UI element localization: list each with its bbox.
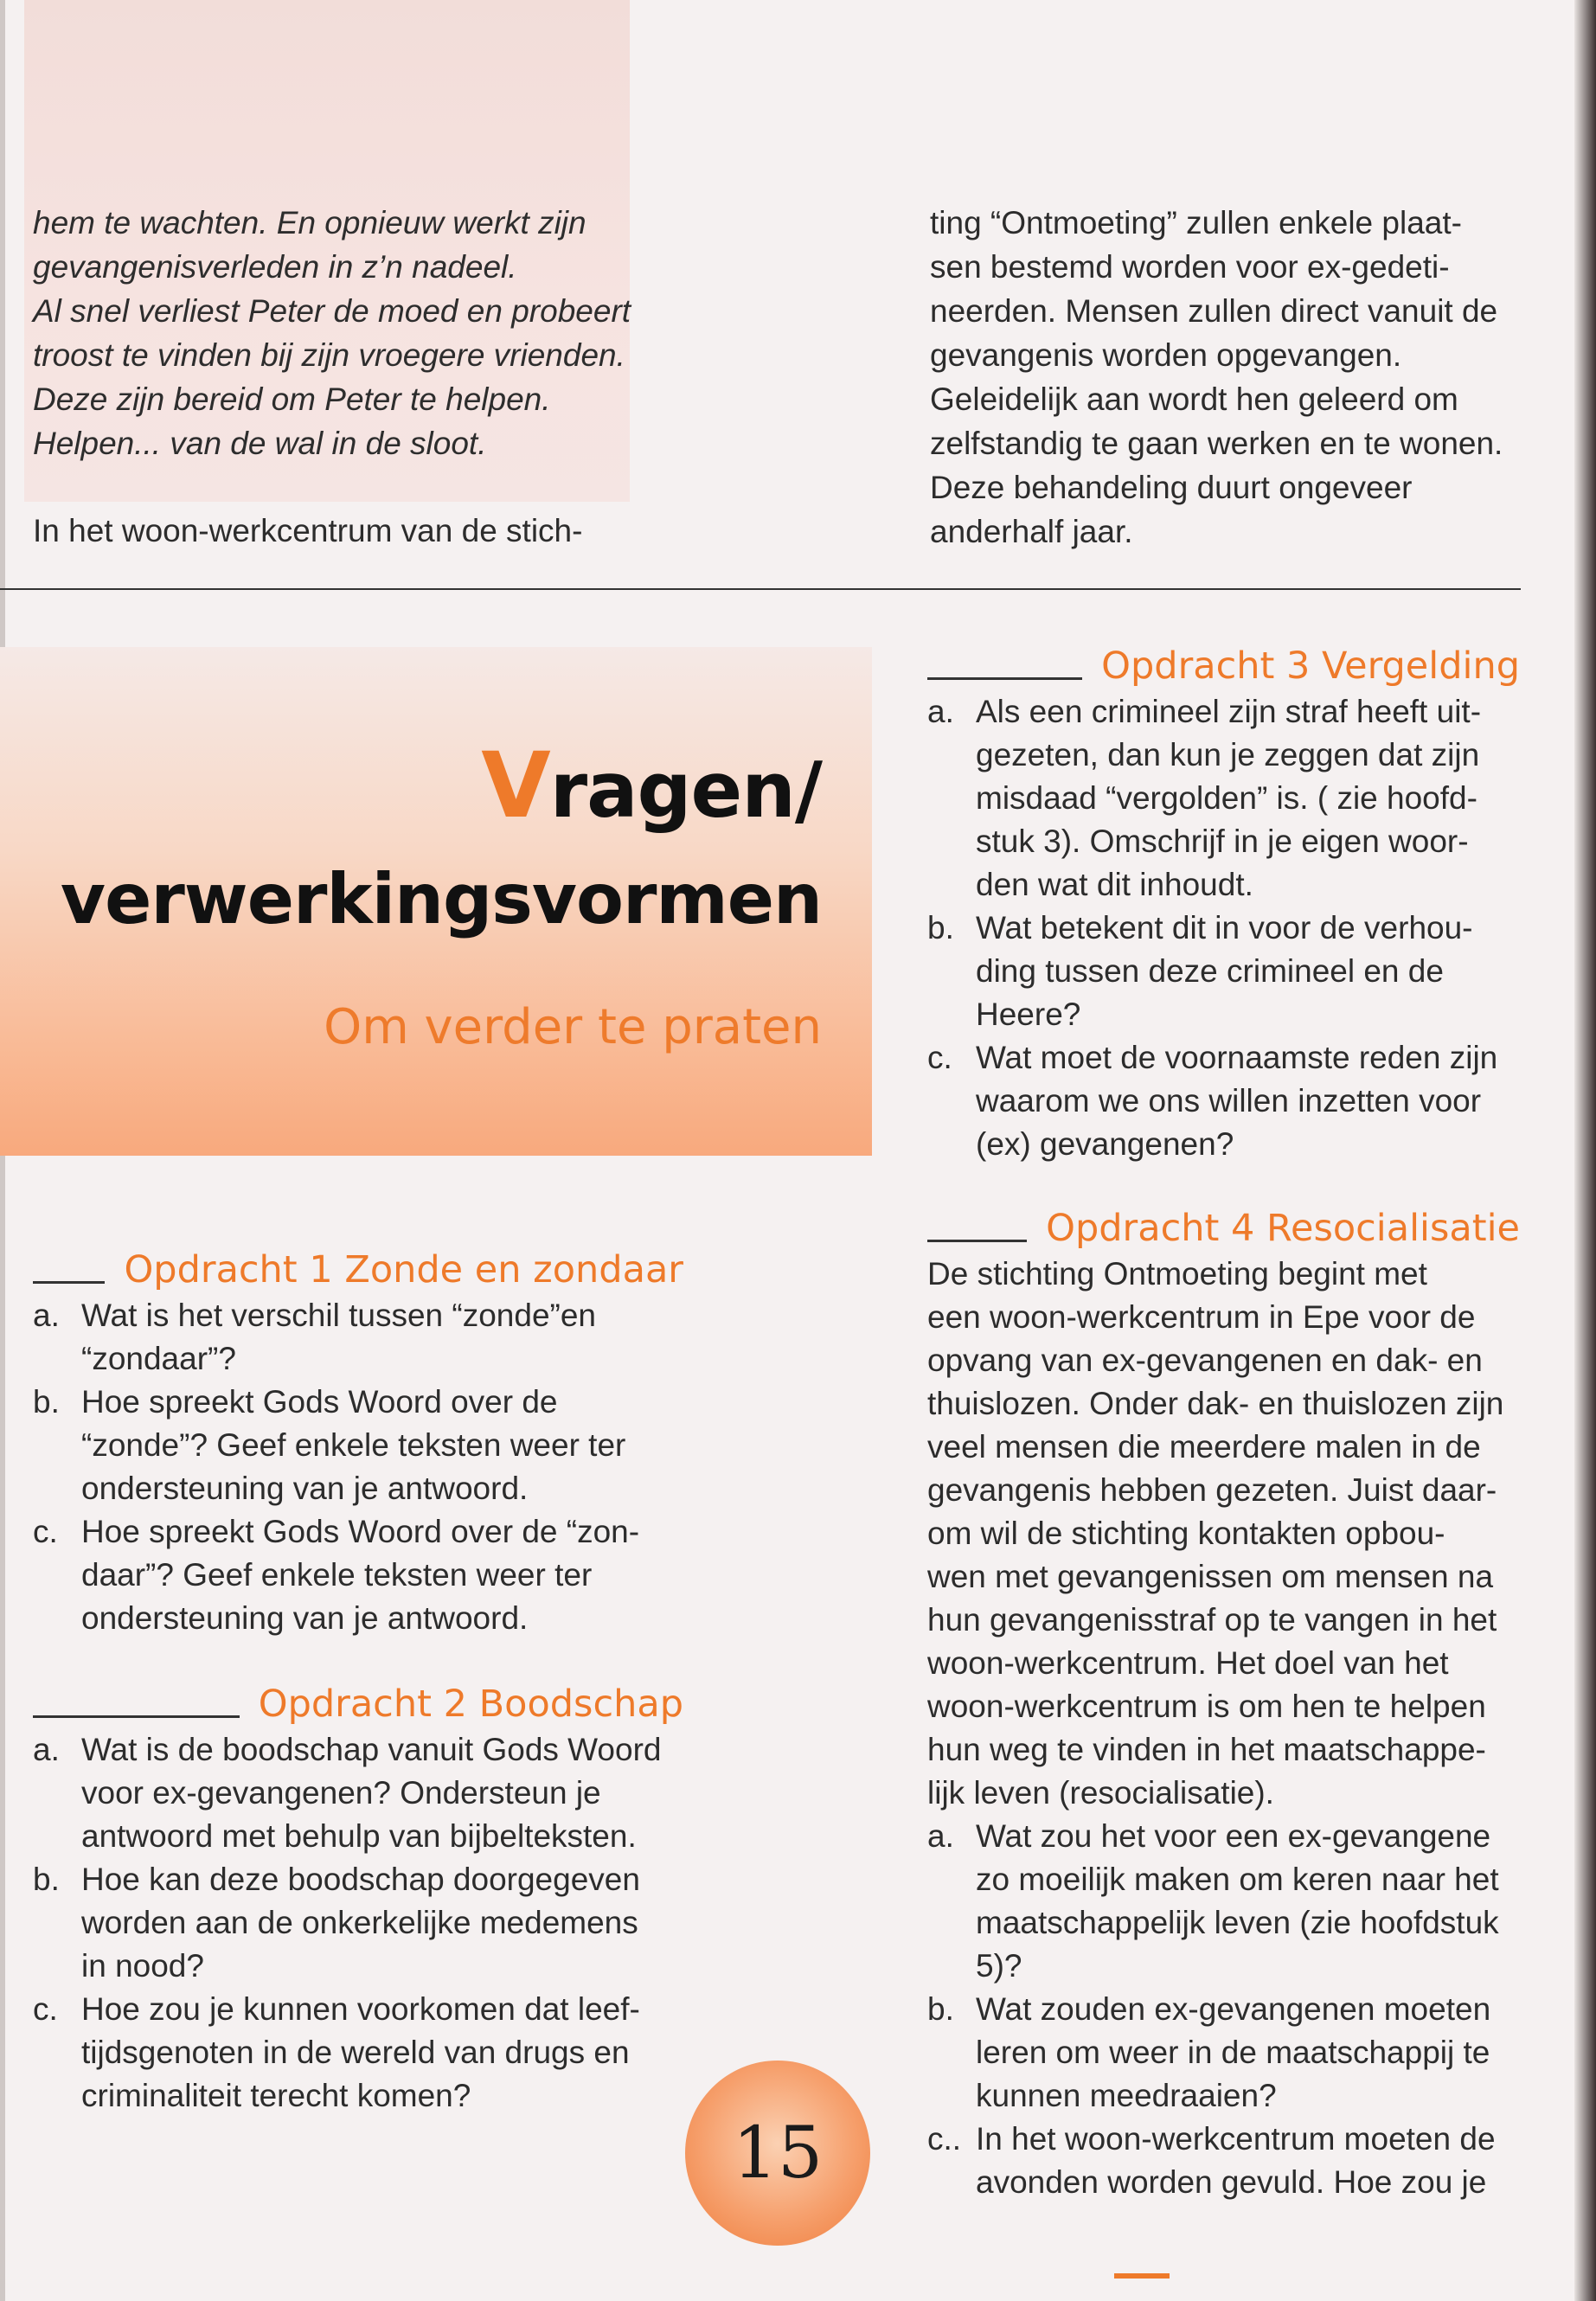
text-line: “zonde”? Geef enkele teksten weer ter bbox=[81, 1427, 626, 1463]
text-line: thuislozen. Onder dak- en thuislozen zijn bbox=[927, 1386, 1504, 1421]
text-line: een woon-werkcentrum in Epe voor de bbox=[927, 1299, 1476, 1335]
intro-italic-text bbox=[33, 201, 631, 465]
question bbox=[927, 2118, 1520, 2204]
question-text bbox=[976, 2118, 1496, 2204]
text-line: In het woon-werkcentrum moeten de bbox=[976, 2121, 1496, 2157]
heading-text: Opdracht 3 Vergelding bbox=[1101, 644, 1520, 688]
opdracht-heading bbox=[927, 1204, 1520, 1253]
question-letter: c. bbox=[33, 1514, 58, 1549]
heading-rule bbox=[33, 1715, 240, 1718]
text-line: avonden worden gevuld. Hoe zou je bbox=[976, 2164, 1487, 2200]
opdracht-heading bbox=[927, 642, 1520, 690]
text-line: opvang van ex-gevangenen en dak- en bbox=[927, 1343, 1483, 1378]
intro-right-column bbox=[930, 201, 1553, 554]
question-text bbox=[81, 1381, 625, 1510]
question-text bbox=[976, 1036, 1497, 1166]
heading-rule bbox=[33, 1281, 105, 1284]
title-line-1 bbox=[0, 733, 822, 838]
text-line: Wat is de boodschap vanuit Gods Woord bbox=[81, 1732, 662, 1767]
section-divider bbox=[0, 588, 1521, 590]
text-line: Hoe spreekt Gods Woord over de bbox=[81, 1384, 558, 1420]
question bbox=[927, 907, 1520, 1036]
text-line: Geleidelijk aan wordt hen geleerd om bbox=[930, 381, 1458, 417]
text-line: maatschappelijk leven (zie hoofdstuk bbox=[976, 1905, 1499, 1940]
text-line: Deze zijn bereid om Peter te helpen. bbox=[33, 381, 551, 417]
text-line: antwoord met behulp van bijbelteksten. bbox=[81, 1818, 637, 1854]
question-letter: c. bbox=[927, 1040, 952, 1075]
question-text bbox=[81, 1728, 661, 1858]
title-initial: V bbox=[481, 733, 550, 838]
text-line: (ex) gevangenen? bbox=[976, 1126, 1234, 1162]
text-line: sen bestemd worden voor ex-gedeti- bbox=[930, 249, 1450, 285]
text-line: troost te vinden bij zijn vroegere vrienden. bbox=[33, 337, 625, 373]
text-line: De stichting Ontmoeting begint met bbox=[927, 1256, 1427, 1292]
text-line: hem te wachten. En opnieuw werkt zijn bbox=[33, 205, 586, 240]
subtitle: Om verder te praten bbox=[324, 999, 822, 1055]
text-line: gevangenis worden opgevangen. bbox=[930, 337, 1402, 373]
text-line: Al snel verliest Peter de moed en probeert bbox=[33, 293, 631, 329]
text-line: om wil de stichting kontakten opbou- bbox=[927, 1516, 1445, 1551]
text-line: Hoe zou je kunnen voorkomen dat leef- bbox=[81, 1991, 640, 2027]
question bbox=[33, 1381, 683, 1510]
text-line: Helpen... van de wal in de sloot. bbox=[33, 426, 487, 461]
title-rest: ragen/ bbox=[549, 746, 822, 835]
opdracht-heading bbox=[33, 1680, 683, 1728]
question bbox=[33, 1510, 683, 1640]
question-text bbox=[81, 1988, 640, 2118]
heading-text: Opdracht 1 Zonde en zondaar bbox=[124, 1248, 683, 1292]
question-letter: b. bbox=[927, 910, 954, 945]
text-line: ding tussen deze crimineel en de bbox=[976, 953, 1444, 989]
question-letter: b. bbox=[927, 1991, 954, 2027]
text-line: wen met gevangenissen om mensen na bbox=[927, 1559, 1494, 1594]
question bbox=[33, 1728, 683, 1858]
text-line: daar”? Geef enkele teksten weer ter bbox=[81, 1557, 593, 1593]
text-line: 5)? bbox=[976, 1948, 1022, 1984]
question bbox=[33, 1294, 683, 1381]
text-line: stuk 3). Omschrijf in je eigen woor- bbox=[976, 824, 1469, 859]
heading-rule bbox=[927, 1240, 1027, 1242]
question-letter: a. bbox=[33, 1732, 60, 1767]
text-line: gezeten, dan kun je zeggen dat zijn bbox=[976, 737, 1480, 772]
text-line: ondersteuning van je antwoord. bbox=[81, 1600, 529, 1636]
question-letter: c. bbox=[33, 1991, 58, 2027]
question-letter: a. bbox=[927, 694, 954, 729]
text-line: Hoe kan deze boodschap doorgegeven bbox=[81, 1862, 640, 1897]
text-line: waarom we ons willen inzetten voor bbox=[976, 1083, 1482, 1118]
question-text bbox=[976, 1988, 1490, 2118]
question-text bbox=[976, 690, 1481, 907]
text-line: anderhalf jaar. bbox=[930, 514, 1133, 549]
text-line: Heere? bbox=[976, 997, 1081, 1032]
bottom-accent-rule bbox=[1114, 2273, 1170, 2279]
page-edge-right bbox=[1574, 0, 1596, 2301]
opdracht-intro-text bbox=[927, 1253, 1520, 1815]
text-line: Wat moet de voornaamste reden zijn bbox=[976, 1040, 1498, 1075]
question-letter: c.. bbox=[927, 2121, 962, 2157]
text-line: zelfstandig te gaan werken en te wonen. bbox=[930, 426, 1503, 461]
heading-text: Opdracht 2 Boodschap bbox=[258, 1682, 683, 1726]
text-line: woon-werkcentrum. Het doel van het bbox=[927, 1645, 1449, 1681]
opdracht-1 bbox=[33, 1246, 683, 1640]
text-line: Wat betekent dit in voor de verhou- bbox=[976, 910, 1473, 945]
text-line: voor ex-gevangenen? Ondersteun je bbox=[81, 1775, 601, 1811]
text-line: “zondaar”? bbox=[81, 1341, 236, 1376]
text-line: zo moeilijk maken om keren naar het bbox=[976, 1862, 1499, 1897]
title-line-2: verwerkingsvormen bbox=[60, 859, 822, 939]
question-text bbox=[976, 1815, 1499, 1988]
opdracht-4 bbox=[927, 1204, 1520, 2204]
text-line: ting “Ontmoeting” zullen enkele plaat- bbox=[930, 205, 1462, 240]
text-line: veel mensen die meerdere malen in de bbox=[927, 1429, 1481, 1465]
question-letter: a. bbox=[33, 1298, 60, 1333]
text-line: Deze behandeling duurt ongeveer bbox=[930, 470, 1413, 505]
opdracht-heading bbox=[33, 1246, 683, 1294]
text-line: criminaliteit terecht komen? bbox=[81, 2078, 471, 2113]
text-line: Hoe spreekt Gods Woord over de “zon- bbox=[81, 1514, 640, 1549]
text-line: gevangenis hebben gezeten. Juist daar- bbox=[927, 1472, 1497, 1508]
text-line: Wat zou het voor een ex-gevangene bbox=[976, 1818, 1491, 1854]
text-line: worden aan de onkerkelijke medemens bbox=[81, 1905, 638, 1940]
intro-plain-line: In het woon-werkcentrum van de stich- bbox=[33, 513, 583, 548]
question-text bbox=[81, 1510, 639, 1640]
question bbox=[927, 1815, 1520, 1988]
question bbox=[927, 690, 1520, 907]
question-text bbox=[976, 907, 1473, 1036]
question-letter: b. bbox=[33, 1384, 60, 1420]
text-line: in nood? bbox=[81, 1948, 204, 1984]
text-line: Als een crimineel zijn straf heeft uit- bbox=[976, 694, 1482, 729]
text-line: hun weg te vinden in het maatschappe- bbox=[927, 1732, 1486, 1767]
text-line: woon-werkcentrum is om hen te helpen bbox=[927, 1689, 1486, 1724]
text-line: kunnen meedraaien? bbox=[976, 2078, 1277, 2113]
question-text bbox=[81, 1858, 640, 1988]
heading-rule bbox=[927, 677, 1082, 680]
text-line: den wat dit inhoudt. bbox=[976, 867, 1253, 902]
heading-text: Opdracht 4 Resocialisatie bbox=[1046, 1207, 1520, 1250]
text-line: neerden. Mensen zullen direct vanuit de bbox=[930, 293, 1498, 329]
text-line: Wat zouden ex-gevangenen moeten bbox=[976, 1991, 1491, 2027]
text-line: lijk leven (resocialisatie). bbox=[927, 1775, 1274, 1811]
question-letter: b. bbox=[33, 1862, 60, 1897]
text-line: leren om weer in de maatschappij te bbox=[976, 2035, 1490, 2070]
opdracht-3 bbox=[927, 642, 1520, 1166]
question bbox=[927, 1988, 1520, 2118]
opdracht-2 bbox=[33, 1680, 683, 2118]
text-line: gevangenisverleden in z’n nadeel. bbox=[33, 249, 517, 285]
question-text bbox=[81, 1294, 596, 1381]
page-number: 15 bbox=[685, 2061, 870, 2246]
question-letter: a. bbox=[927, 1818, 954, 1854]
question bbox=[33, 1858, 683, 1988]
text-line: Wat is het verschil tussen “zonde”en bbox=[81, 1298, 596, 1333]
text-line: tijdsgenoten in de wereld van drugs en bbox=[81, 2035, 630, 2070]
question bbox=[33, 1988, 683, 2118]
text-line: hun gevangenisstraf op te vangen in het bbox=[927, 1602, 1497, 1638]
text-line: misdaad “vergolden” is. ( zie hoofd- bbox=[976, 780, 1477, 816]
question bbox=[927, 1036, 1520, 1166]
text-line: ondersteuning van je antwoord. bbox=[81, 1471, 529, 1506]
